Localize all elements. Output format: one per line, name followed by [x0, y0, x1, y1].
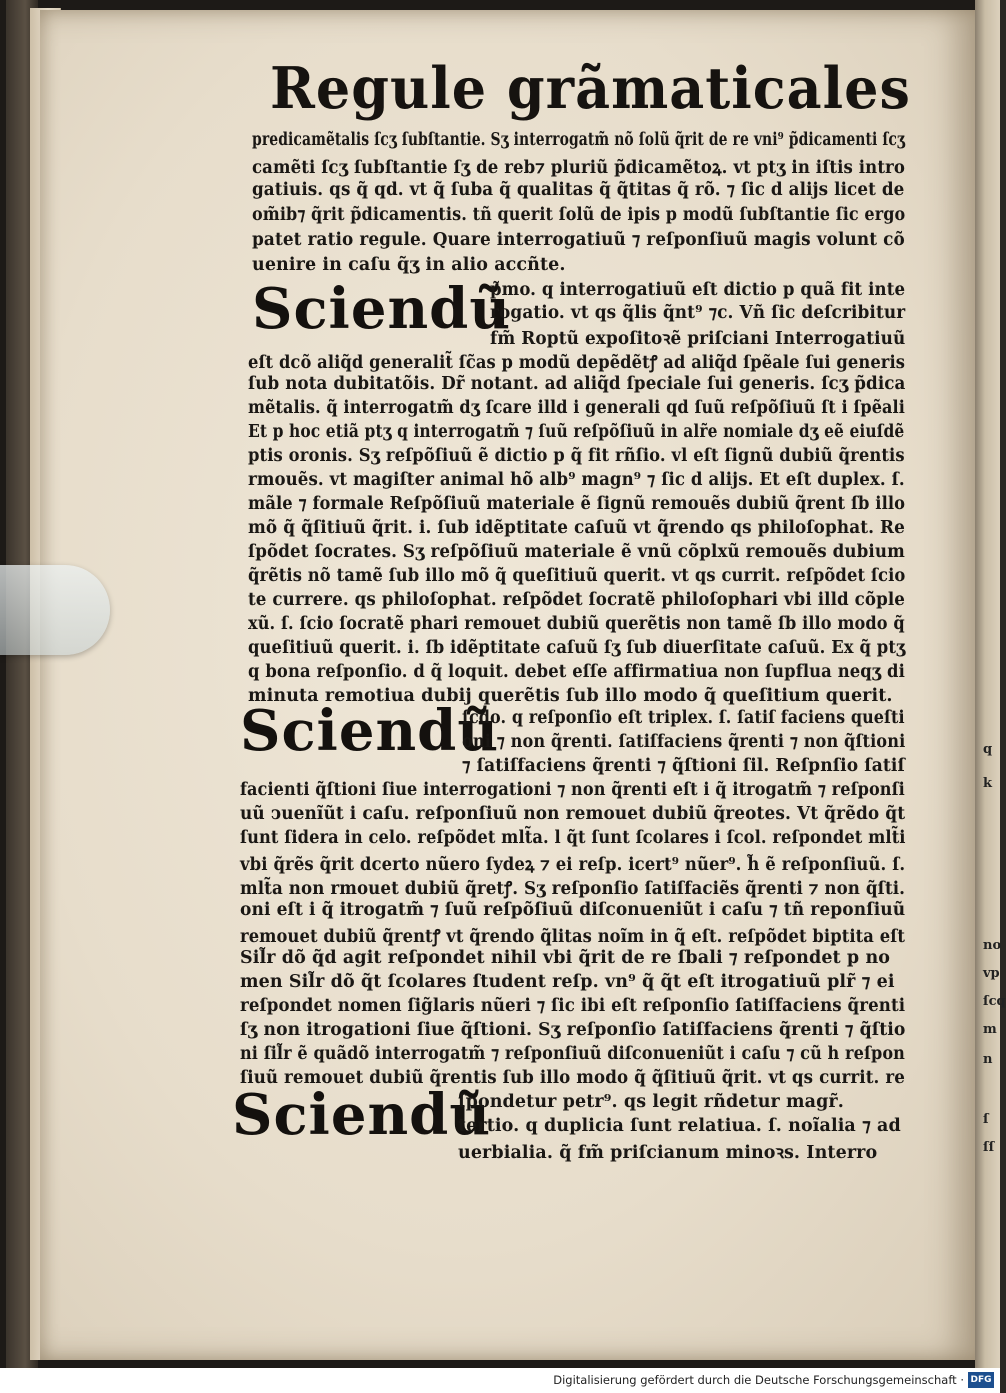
text-line: minuta remotiua dubij querẽtis ſub illo modo q̃ queſitium querit. [248, 686, 893, 706]
text-line: q bona reſponſio. d q̃ loquit. debet eſſe affirmatiua non ſupflua neqʒ di [248, 662, 905, 682]
text-line: ptis oronis. Sʒ reſpõſiuũ ẽ dictio p q̃ fit rñſio. vl eſt ſignũ dubiũ q̃rentis [248, 446, 905, 466]
dfg-logo-icon: DFG [968, 1372, 994, 1388]
text-line: ni ſil̃r ẽ quãdõ interrogatm̃ ⁊ reſponſiuũ diſconueniũt i caſu ⁊ cũ h reſpon [240, 1044, 905, 1064]
next-page-fragment: no [983, 938, 1002, 953]
text-line: xũ. ſ. ſcio ſocratẽ phari remouet dubiũ querẽtis non tamẽ ſb illo modo q̃ [248, 614, 905, 634]
text-line: oni ⁊ non q̃renti. ſatiſfaciens q̃renti ⁊ non q̃ſtioni [462, 732, 906, 752]
text-line: oni eſt i q̃ itrogatm̃ ⁊ ſuũ reſpõſiuũ diſconueniũt i caſu ⁊ tñ reponſiuũ [240, 900, 906, 920]
next-page-fragment: k [983, 776, 993, 791]
text-line: ſpondetur petr⁹. qs legit rñdetur magr̃. [458, 1092, 844, 1112]
page-title: Regule grãmaticales [270, 54, 911, 122]
footer-credit: Digitalisierung gefördert durch die Deutsche Forschungsgemeinschaft · [553, 1373, 964, 1387]
text-line: ⁊ ſatiſfaciens q̃renti ⁊ q̃ſtioni ſil. Reſpnſio ſatiſ [462, 756, 905, 776]
text-line: mlt̃a non rmouet dubiũ q̃retꝭ. Sʒ reſponſio ſatiſfaciẽs q̃renti ⁊ non q̃ſti. [240, 879, 906, 899]
text-line: om̃ib⁊ q̃rit p̃dicamentis. tñ querit ſolũ de ipis p modũ ſubſtantie ſic ergo [252, 205, 906, 225]
text-line: mãle ⁊ formale Reſpõſiuũ materiale ẽ ſignũ remouẽs dubiũ q̃rent ſb illo [248, 494, 906, 514]
text-line: ſpõdet ſocrates. Sʒ reſpõſiuũ materiale ẽ vnũ cõplxũ remouẽs dubium [248, 542, 905, 562]
text-line: te currere. qs philoſophat. reſpõdet ſocratẽ philoſophari vbi illd cõple [248, 590, 905, 610]
text-line: fm̃ Roptũ expoſitoꝛẽ priſciani Interrogatiuũ [490, 329, 906, 349]
text-line: ſcdo. q reſponſio eſt triplex. ſ. ſatiſ faciens queſti [462, 708, 905, 728]
text-line: facienti q̃ſtioni ſiue interrogationi ⁊ non q̃renti eſt i q̃ itrogatm̃ ⁊ reſponſi [240, 780, 905, 800]
next-page-fragment: q [983, 742, 993, 757]
text-line: p̃mo. q interrogatiuũ eſt dictio p quã fit inte [490, 280, 906, 300]
text-line: uerbialia. q̃ fm̃ priſcianum minoꝛs. Interro [458, 1143, 878, 1163]
text-line: Sil̃r dõ q̃d agit reſpondet nihil vbi q̃rit de re ſbali ⁊ reſpondet p no [240, 948, 891, 968]
text-line: Et p hoc etiã ptʒ q interrogatm̃ ⁊ ſuũ reſpõſiuũ in alr̃e nomiale dʒ eẽ eiuſdẽ [248, 422, 905, 442]
text-line: ſub nota dubitatõis. Dr̃ notant. ad aliq̃d ſpeciale ſui generis. ſcʒ p̃dica [248, 374, 906, 394]
text-line: men Sil̃r dõ q̃t ſcolares ſtudent reſp. vn⁹ q̃ q̃t eſt itrogatiuũ plr̃ ⁊ ei [240, 972, 895, 992]
text-line: mõ q̃ q̃ſitiuũ q̃rit. i. ſub idẽptitate caſuũ vt q̃rendo qs philoſophat. Re [248, 518, 905, 538]
text-line: gatiuis. qs q̃ qd. vt q̃ ſuba q̃ qualitas q̃ q̃titas q̃ rõ. ⁊ ſic d alijs licet de [252, 180, 905, 200]
text-line: uũ ↄuenĩũt i caſu. reſponſiuũ non remouet dubiũ q̃reotes. Vt q̃rẽdo q̃t [240, 804, 906, 824]
initial-sciendum-3: Sciendũ [232, 1082, 492, 1148]
next-page-fragment: vp [983, 966, 1000, 981]
text-line: tertio. q duplicia ſunt relatiua. ſ. noĩalia ⁊ ad [458, 1116, 901, 1136]
text-line: mẽtalis. q̃ interrogatm̃ dʒ ſcare illd i generali qd ſuũ reſpõſiuũ ſt i ſpẽali [248, 398, 905, 418]
next-page-edge [975, 0, 1006, 1368]
next-page-fragment: m [983, 1022, 997, 1037]
text-line: reſpondet nomen ſig̃laris nũeri ⁊ ſic ibi eſt reſponſio ſatiſfaciens q̃renti [240, 996, 906, 1016]
initial-sciendum-1: Sciendũ [252, 276, 512, 342]
initial-sciendum-2: Sciendũ [240, 698, 500, 764]
next-page-fragment: n [983, 1052, 993, 1067]
next-page-fragment: ſcq [983, 994, 1006, 1009]
text-line: camẽti ſcʒ ſubſtantie ſʒ de reb⁊ pluriũ p̃dicamẽtoꝝ. vt ptʒ in iſtis intro [252, 158, 906, 178]
next-page-fragment: ſ [983, 1112, 989, 1127]
text-line: vbi q̃rẽs q̃rit dcerto nũero ſydeꝝ ⁊ ei reſp. icert⁹ nũer⁹. h̃ ẽ reſponſiuũ. ſ. [240, 855, 906, 875]
text-line: uenire in caſu q̃ʒ in alio accñte. [252, 255, 566, 275]
text-line: predicamẽtalis ſcʒ ſubſtantie. Sʒ interrogatm̃ nõ ſolũ q̃rit de re vni⁹ p̃dicamenti ſcʒ [252, 130, 906, 150]
next-page-fragment: ſſ [983, 1140, 995, 1155]
page-clip [0, 565, 110, 655]
footer-bar [0, 1368, 1000, 1393]
text-line: ſunt ſidera in celo. reſpõdet mlt̃a. l q̃t ſunt ſcolares i ſcol. reſpondet mlt̃i [240, 828, 906, 848]
text-line: ſiuũ remouet dubiũ q̃rentis ſub illo modo q̃ q̃ſitiuũ q̃rit. vt qs currit. re [240, 1068, 905, 1088]
text-line: remouet dubiũ q̃rentꝭ vt q̃rendo q̃litas noĩm in q̃ eſt. reſpõdet biptita eſt [240, 927, 905, 947]
text-line: queſitiuũ querit. i. ſb idẽptitate caſuũ ſʒ ſub diuerſitate caſuũ. Ex q̃ ptʒ [248, 638, 906, 658]
text-line: rogatio. vt qs q̃lis q̃nt⁹ ⁊c. Vñ ſic deſcribitur [490, 303, 906, 323]
text-line: ſʒ non itrogationi ſiue q̃ſtioni. Sʒ reſponſio ſatiſfaciens q̃renti ⁊ q̃ſtio [240, 1020, 906, 1040]
text-line: patet ratio regule. Quare interrogatiuũ ⁊ reſponſiuũ magis volunt cõ [252, 230, 905, 250]
text-line: q̃rẽtis nõ tamẽ ſub illo mõ q̃ queſitiuũ querit. vt qs currit. reſpõdet ſcio [248, 566, 906, 586]
text-line: eſt dcõ aliq̃d generalit̃ ſc̃as p modũ depẽdẽtꝭ ad aliq̃d ſpẽale ſui generis [248, 353, 906, 373]
text-line: rmouẽs. vt magiſter animal hõ alb⁹ magn⁹ ⁊ ſic d alijs. Et eſt duplex. ſ. [248, 470, 905, 490]
